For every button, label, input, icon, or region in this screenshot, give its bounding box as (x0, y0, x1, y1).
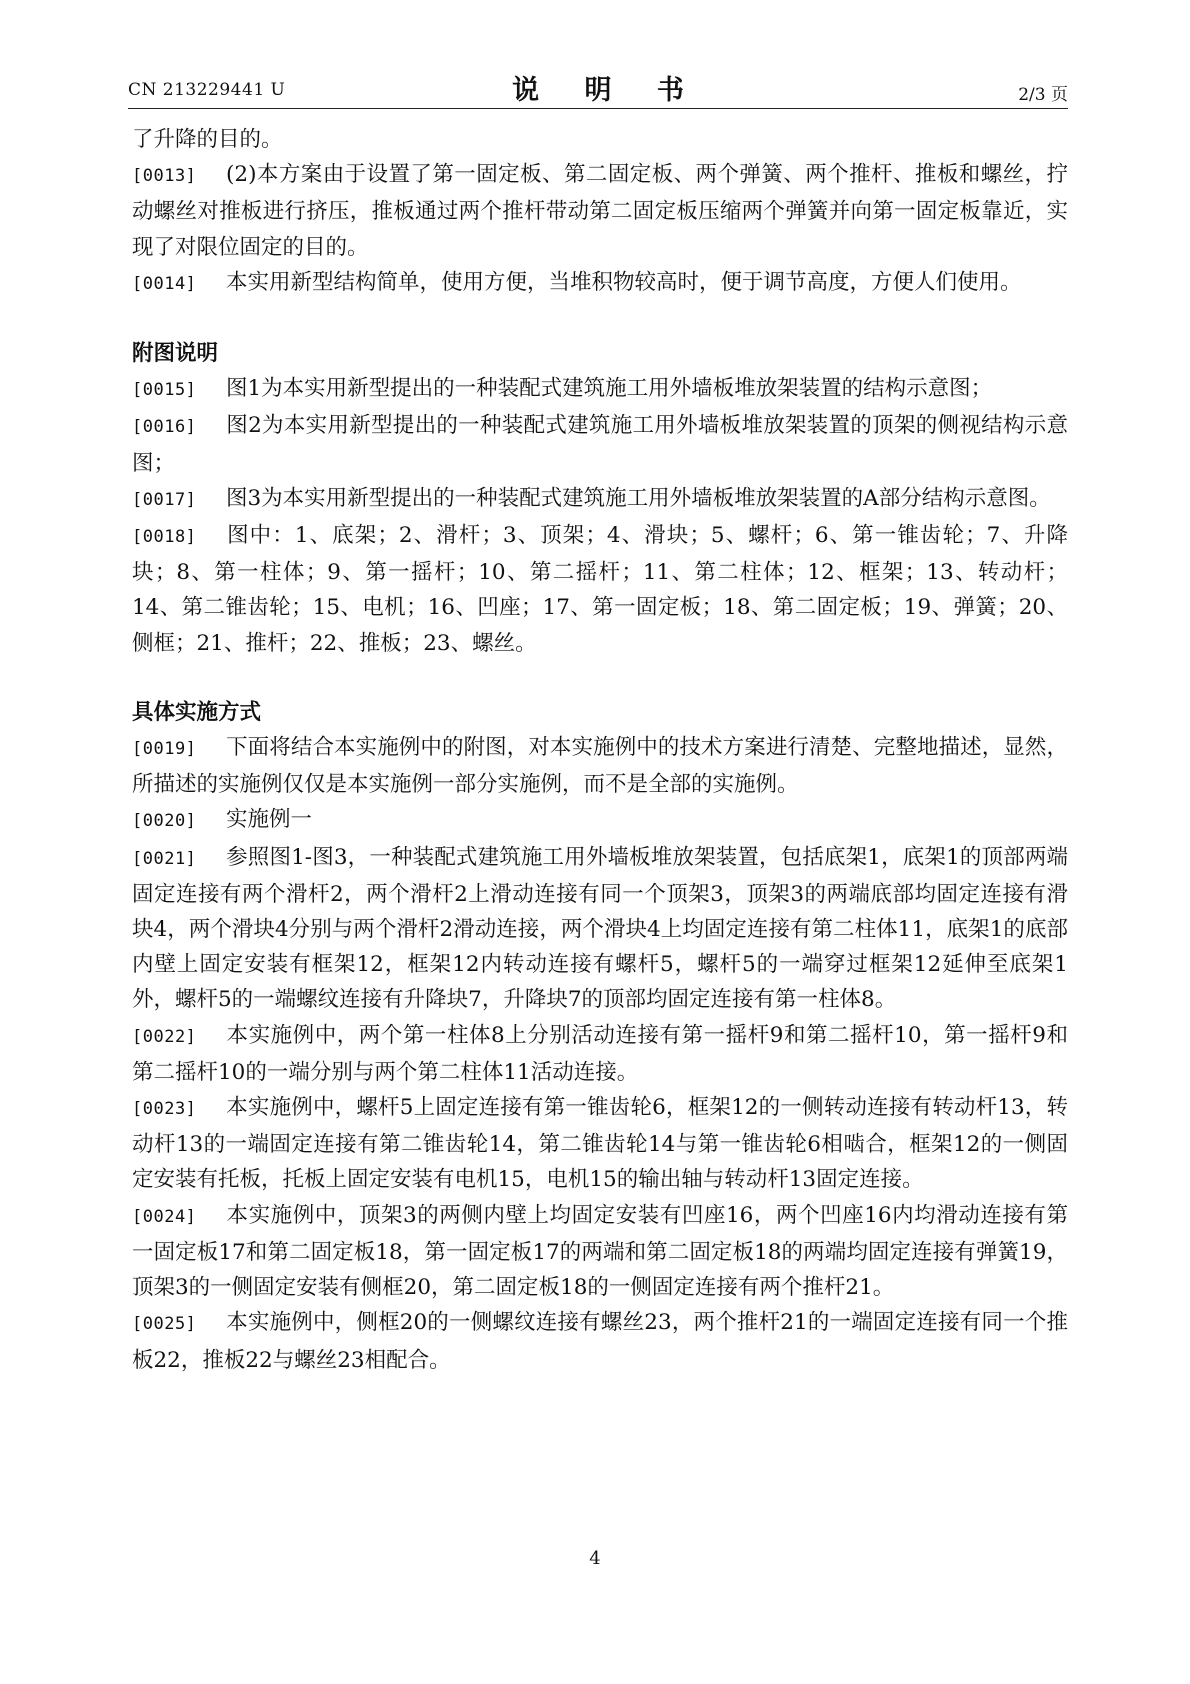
paragraph-text: 图中：1、底架；2、滑杆；3、顶架；4、滑块；5、螺杆；6、第一锥齿轮；7、升降块；8、第一柱体；9、第一摇杆；10、第二摇杆；11、第二柱体；12、框架；13、转动杆；14、第二锥齿轮；15、电机；16、凹座；17、第一固定板；18、第二固定板；19、弹簧；20、侧框；21、推杆；22、推板；23、螺丝。 (132, 523, 1068, 656)
paragraph-text: 图3为本实用新型提出的一种装配式建筑施工用外墙板堆放架装置的A部分结构示意图。 (226, 485, 1051, 511)
paragraph (132, 1198, 1068, 1306)
paragraph (132, 518, 1068, 661)
document-body (132, 122, 1068, 1378)
paragraph-text: (2)本方案由于设置了第一固定板、第二固定板、两个弹簧、两个推杆、推板和螺丝，拧动螺丝对推板进行挤压，推板通过两个推杆带动第二固定板压缩两个弹簧并向第一固定板靠近，实现了对限位固定的目的。 (132, 162, 1068, 260)
paragraph-number: [0021] (132, 848, 197, 869)
paragraph-text: 下面将结合本实施例中的附图，对本实施例中的技术方案进行清楚、完整地描述，显然，所描述的实施例仅仅是本实施例一部分实施例，而不是全部的实施例。 (132, 735, 1068, 798)
paragraph-number: [0018] (132, 527, 197, 548)
paragraph (132, 122, 1068, 157)
paragraph-text: 图2为本实用新型提出的一种装配式建筑施工用外墙板堆放架装置的顶架的侧视结构示意图； (132, 413, 1068, 476)
paragraph-text: 本实施例中，螺杆5上固定连接有第一锥齿轮6，框架12的一侧转动连接有转动杆13，转动杆13的一端固定连接有第二锥齿轮14，第二锥齿轮14与第一锥齿轮6相啮合，框架12的一侧固定安装有托板，托板上固定安装有电机15，电机15的输出轴与转动杆13固定连接。 (132, 1095, 1068, 1193)
document-number: CN 213229441 U (128, 80, 286, 100)
paragraph-number: [0020] (132, 811, 197, 832)
paragraph-number: [0022] (132, 1026, 197, 1047)
page-number: 4 (589, 1548, 601, 1569)
paragraph-number: [0019] (132, 739, 197, 760)
paragraph (132, 408, 1068, 480)
paragraph-text: 本实施例中，侧框20的一侧螺纹连接有螺丝23，两个推杆21的一端固定连接有同一个推板22，推板22与螺丝23相配合。 (132, 1310, 1068, 1373)
paragraph (132, 265, 1068, 302)
paragraph-text: 本实施例中，两个第一柱体8上分别活动连接有第一摇杆9和第二摇杆10，第一摇杆9和第二摇杆10的一端分别与两个第二柱体11活动连接。 (132, 1022, 1068, 1085)
document-title: 说 明 书 (512, 75, 702, 106)
paragraph-number: [0023] (132, 1099, 197, 1120)
paragraph-text: 本实施例中，顶架3的两侧内壁上均固定安装有凹座16，两个凹座16内均滑动连接有第一固定板17和第二固定板18，第一固定板17的两端和第二固定板18的两端均固定连接有弹簧19，顶架3的一侧固定安装有侧框20，第二固定板18的一侧固定连接有两个推杆21。 (132, 1202, 1068, 1301)
paragraph-text: 实施例一 (226, 807, 313, 833)
page-header (128, 66, 1068, 110)
paragraph-number: [0014] (132, 273, 197, 294)
section-heading-drawings: 附图说明 (132, 341, 219, 367)
paragraph (132, 802, 1068, 839)
paragraph-text: 图1为本实用新型提出的一种装配式建筑施工用外墙板堆放架装置的结构示意图； (226, 376, 993, 402)
paragraph-text: 本实用新型结构简单，使用方便，当堆积物较高时，便于调节高度，方便人们使用。 (226, 269, 1022, 295)
paragraph (132, 1018, 1068, 1090)
paragraph (132, 157, 1068, 265)
page-indicator: 2/3 页 (1018, 85, 1068, 105)
paragraph-number: [0016] (132, 417, 197, 438)
paragraph (132, 840, 1068, 1018)
paragraph-text: 参照图1-图3，一种装配式建筑施工用外墙板堆放架装置，包括底架1，底架1的顶部两端固定连接有两个滑杆2，两个滑杆2上滑动连接有同一个顶架3，顶架3的两端底部均固定连接有滑块4，两个滑块4分别与两个滑杆2滑动连接，两个滑块4上均固定连接有第二柱体11，底架1的底部内壁上固定安装有框架12，框架12内转动连接有螺杆5，螺杆5的一端穿过框架12延伸至底架1外，螺杆5的一端螺纹连接有升降块7，升降块7的顶部均固定连接有第一柱体8。 (132, 844, 1068, 1013)
paragraph-number: [0015] (132, 380, 197, 401)
paragraph (132, 1090, 1068, 1198)
paragraph (132, 481, 1068, 518)
header-rule (128, 108, 1068, 109)
paragraph-number: [0017] (132, 489, 197, 510)
section-heading-embodiment: 具体实施方式 (132, 699, 262, 725)
paragraph (132, 1305, 1068, 1377)
paragraph-number: [0024] (132, 1206, 197, 1227)
paragraph-number: [0025] (132, 1314, 197, 1335)
paragraph (132, 371, 1068, 408)
paragraph-number: [0013] (132, 166, 197, 187)
paragraph (132, 730, 1068, 802)
paragraph-text: 了升降的目的。 (132, 127, 283, 152)
